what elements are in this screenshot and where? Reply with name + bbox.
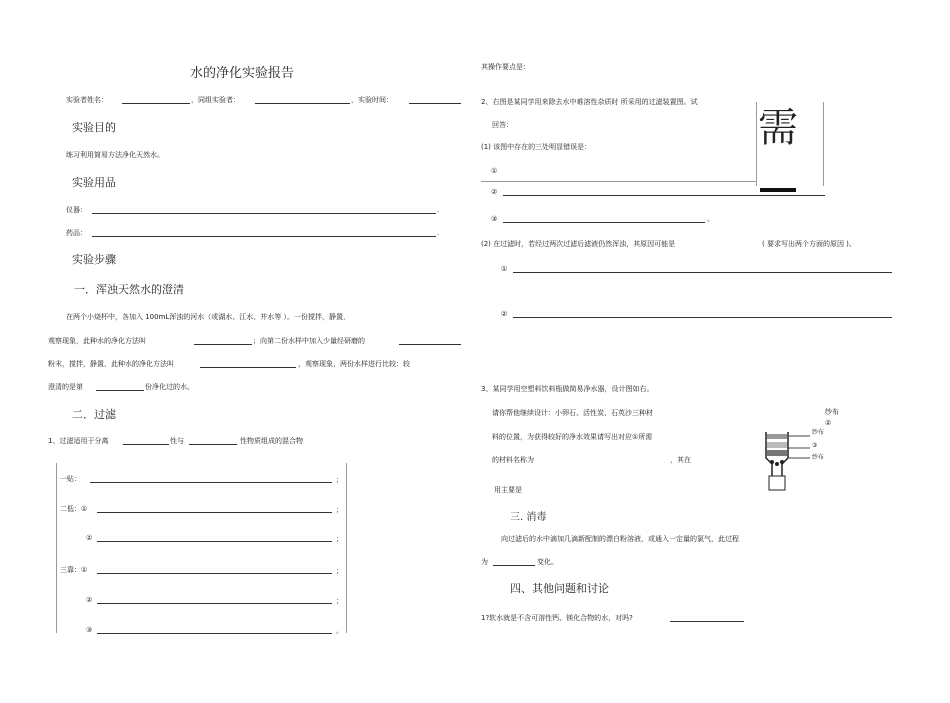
step1-line3b: ，观察现象，两份水样进行比较：较	[298, 360, 410, 368]
sankao1-semi: ；	[336, 567, 343, 575]
materials-heading: 实验用品	[72, 176, 116, 189]
separate-field1[interactable]	[123, 444, 169, 445]
q2-line1: 2、右图是某同学用来除去水中难溶性杂质时 所采用的过滤装置图。试	[481, 98, 698, 106]
experimenter-name-field[interactable]	[122, 103, 190, 104]
instruments-end: .	[437, 206, 440, 214]
disinfect-heading: 三. 消毒	[510, 512, 547, 523]
method1-field[interactable]	[194, 344, 252, 345]
separate-field2[interactable]	[189, 444, 237, 445]
fig-layer3: 纱布	[812, 454, 825, 461]
err2-label: ②	[491, 188, 498, 196]
instruments-field[interactable]	[92, 213, 436, 214]
sankao3-period: 。	[336, 627, 343, 635]
time-label: ，实验时间：	[351, 96, 393, 104]
q2-sub2b: ( 要求写出两个方面的原因 )。	[762, 240, 856, 248]
box-right-border	[346, 463, 347, 633]
disinfect-line2b: 变化。	[537, 558, 558, 566]
q3-line2: 请你帮他继续设计：小卵石、活性炭、石英沙三种材	[492, 409, 653, 417]
steps-heading: 实验步骤	[72, 253, 116, 266]
reason2-field[interactable]	[513, 317, 892, 318]
reason1-label: ①	[501, 265, 508, 273]
reagents-end: .	[437, 229, 440, 237]
step2-heading: 二．过滤	[72, 408, 116, 421]
sankao2-label: ②	[86, 596, 93, 604]
step2-q1b: 性与	[170, 437, 184, 445]
discuss-q1: 1?软水就是不含可溶性钙、镁化合物的水，对吗?	[481, 614, 633, 622]
disinfect-line2a: 为	[481, 558, 488, 566]
method2-field[interactable]	[200, 367, 296, 368]
sankao2-semi: ；	[336, 597, 343, 605]
step1-line4a: 澄清的是第	[48, 383, 83, 391]
step1-heading: 一．浑浊天然水的澄清	[74, 283, 184, 296]
sankao2-field[interactable]	[97, 603, 332, 604]
box-left-border	[56, 463, 57, 633]
clearer-field[interactable]	[96, 390, 144, 391]
q3-line5: 用主要是	[494, 486, 522, 494]
partner-label: ，同组实验者：	[191, 96, 240, 104]
instruments-label: 仪器：	[66, 206, 87, 214]
err3-label: ③	[491, 215, 498, 223]
err1-field[interactable]	[481, 181, 756, 182]
discuss-heading: 四、其他问题和讨论	[510, 582, 609, 595]
purpose-text: 练习利用简易方法净化天然水。	[66, 151, 164, 159]
water-filter-figure	[760, 428, 844, 494]
sankao3-field[interactable]	[97, 633, 332, 634]
yitie-label: 一贴：	[60, 475, 81, 483]
erdi-label: 二低：①	[60, 505, 88, 513]
step1-line2: 观察现象，此种水的净化方法叫	[48, 337, 146, 345]
page-title: 水的净化实验报告	[190, 66, 295, 81]
fig-layer1: 纱布	[812, 429, 825, 436]
reagents-label: 药品：	[66, 229, 87, 237]
experimenter-name-label: 实验者姓名：	[66, 96, 108, 104]
sankao3-label: ③	[86, 626, 93, 634]
step2-q1a: 1、过滤适用于分离	[48, 437, 109, 445]
sankao-label: 三靠：①	[60, 566, 88, 574]
fig-label-gauze: 纱布	[825, 408, 839, 416]
step2-q1c: 性物质组成的混合物	[240, 437, 303, 445]
reagents-field[interactable]	[92, 236, 436, 237]
step1-line4b: 份净化过的水。	[145, 383, 194, 391]
yitie-field[interactable]	[90, 482, 332, 483]
q2-sub2a: (2) 在过滤时，若经过两次过滤后滤液仍然浑浊，其原因可能是	[481, 240, 676, 248]
err3-field[interactable]	[503, 222, 705, 223]
step1-line3: 粉末，搅拌，静置，此种水的净化方法叫	[48, 360, 174, 368]
erdi1-semi: ；	[336, 506, 343, 514]
q3-line4a: 的材料名称为	[492, 456, 534, 464]
erdi2-semi: ；	[336, 535, 343, 543]
q3-line3: 料的位置，为获得较好的净水效果请写出对应①所需	[492, 433, 653, 441]
step1-line1: 在两个小烧杯中，各加入 100mL浑浊的河水（或湖水、江水、井水等 ）。一份搅拌，静置，	[66, 313, 351, 321]
q2-sub1: (1) 该图中存在的三处明显错误是：	[481, 143, 592, 151]
q3-line4b: ，其在	[670, 456, 691, 464]
fig-label-2: ②	[825, 419, 832, 427]
powder-field[interactable]	[399, 344, 461, 345]
fig-layer2: ③	[812, 442, 818, 449]
figure-glyph: 需	[758, 105, 798, 151]
sankao1-field[interactable]	[97, 573, 332, 574]
partner-field[interactable]	[255, 103, 350, 104]
q3-line1: 3、某同学用空塑料饮料瓶做简易净水器，设计图如右。	[481, 385, 654, 393]
discuss-q1-field[interactable]	[670, 621, 744, 622]
disinfect-line1: 向过滤后的水中滴加几滴新配制的漂白粉溶液，或通入一定量的氯气，此过程	[501, 535, 739, 543]
reason2-label: ②	[501, 310, 508, 318]
figure-right-border	[823, 102, 824, 186]
figure-left-border	[756, 102, 757, 186]
err2-field[interactable]	[503, 195, 825, 196]
op-points: 其操作要点是：	[481, 63, 530, 71]
step1-line2b: ；向第二份水样中加入少量经研磨的	[253, 337, 365, 345]
erdi2-field[interactable]	[97, 541, 332, 542]
purpose-heading: 实验目的	[72, 121, 116, 134]
erdi2-label: ②	[86, 534, 93, 542]
err1-label: ①	[491, 167, 498, 175]
err3-period: 。	[707, 215, 714, 223]
change-field[interactable]	[493, 565, 535, 566]
reason1-field[interactable]	[513, 272, 892, 273]
q2-line2: 回答：	[492, 121, 513, 129]
yitie-semi: ；	[336, 476, 343, 484]
erdi1-field[interactable]	[97, 512, 332, 513]
figure-bar	[760, 188, 796, 192]
time-field[interactable]	[409, 103, 461, 104]
